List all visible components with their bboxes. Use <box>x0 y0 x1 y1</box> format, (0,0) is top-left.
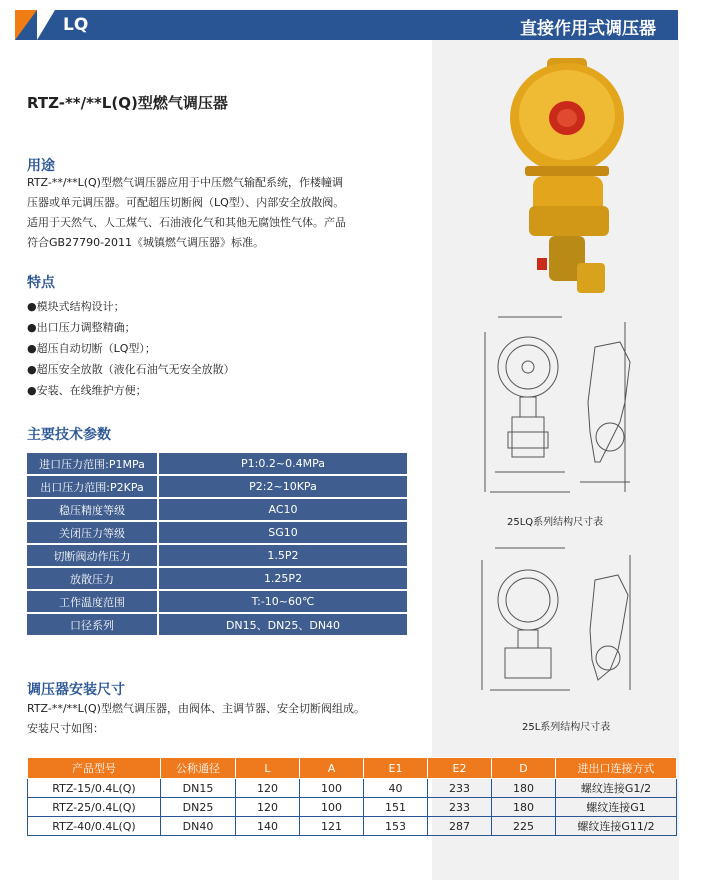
table-row <box>28 798 677 817</box>
features-heading: 特点 <box>27 275 55 291</box>
spec-row <box>27 591 407 612</box>
spec-value: DN15、DN25、DN40 <box>159 614 407 635</box>
install-line: 安装尺寸如图： <box>27 722 104 735</box>
cell-a: 121 <box>300 817 364 836</box>
spec-value: T:-10~60℃ <box>159 591 407 612</box>
spec-row <box>27 522 407 543</box>
table-row <box>28 817 677 836</box>
col-header: 产品型号 <box>28 758 161 779</box>
cell-model: RTZ-15/0.4L(Q) <box>28 779 161 798</box>
spec-value: AC10 <box>159 499 407 520</box>
caption-25l: 25L系列结构尺寸表 <box>522 722 611 733</box>
usage-line: 压器或单元调压器。可配超压切断阀（LQ型）、内部安全放散阀。 <box>27 196 345 209</box>
header-orange-accent <box>15 10 37 40</box>
cell-e1: 153 <box>364 817 428 836</box>
spec-value: 1.25P2 <box>159 568 407 589</box>
regulator-photo <box>505 58 630 303</box>
col-header: E1 <box>364 758 428 779</box>
cell-a: 100 <box>300 798 364 817</box>
spec-row <box>27 476 407 497</box>
cell-l: 120 <box>236 798 300 817</box>
specs-table <box>27 451 407 637</box>
usage-text <box>27 173 417 253</box>
spec-key: 工作温度范围 <box>27 591 159 612</box>
col-header: 公称通径 <box>161 758 236 779</box>
cell-model: RTZ-40/0.4L(Q) <box>28 817 161 836</box>
spec-value: SG10 <box>159 522 407 543</box>
product-title: RTZ-**/**L(Q)型燃气调压器 <box>27 94 228 112</box>
page-header <box>15 10 678 40</box>
cell-e2: 287 <box>428 817 492 836</box>
cell-e1: 151 <box>364 798 428 817</box>
install-line: RTZ-**/**L(Q)型燃气调压器，由阀体、主调节器、安全切断阀组成。 <box>27 702 365 715</box>
spec-key: 稳压精度等级 <box>27 499 159 520</box>
dimension-header-row <box>28 758 677 779</box>
cell-connection: 螺纹连接G1 <box>556 798 677 817</box>
spec-value: 1.5P2 <box>159 545 407 566</box>
spec-row <box>27 499 407 520</box>
spec-row <box>27 614 407 635</box>
install-text <box>27 699 447 739</box>
col-header: L <box>236 758 300 779</box>
install-heading: 调压器安装尺寸 <box>27 682 125 698</box>
spec-key: 切断阀动作压力 <box>27 545 159 566</box>
feature-item: ●出口压力调整精确； <box>27 321 136 334</box>
spec-key: 进口压力范围:P1MPa <box>27 453 159 474</box>
caption-25lq: 25LQ系列结构尺寸表 <box>507 517 604 528</box>
cell-dn: DN15 <box>161 779 236 798</box>
usage-line: 符合GB27790-2011《城镇燃气调压器》标准。 <box>27 236 265 249</box>
col-header: D <box>492 758 556 779</box>
cell-d: 225 <box>492 817 556 836</box>
spec-row <box>27 568 407 589</box>
feature-item: ●模块式结构设计； <box>27 300 125 313</box>
dimension-table <box>27 757 677 836</box>
cell-connection: 螺纹连接G11/2 <box>556 817 677 836</box>
spec-row <box>27 545 407 566</box>
features-list <box>27 296 235 401</box>
cell-a: 100 <box>300 779 364 798</box>
col-header: E2 <box>428 758 492 779</box>
spec-key: 关闭压力等级 <box>27 522 159 543</box>
spec-value: P1:0.2~0.4MPa <box>159 453 407 474</box>
cell-d: 180 <box>492 798 556 817</box>
cell-e1: 40 <box>364 779 428 798</box>
feature-item: ●安装、在线维护方便； <box>27 384 147 397</box>
cell-dn: DN40 <box>161 817 236 836</box>
cell-e2: 233 <box>428 798 492 817</box>
drawing-25l <box>470 540 655 705</box>
specs-heading: 主要技术参数 <box>27 427 111 443</box>
spec-value: P2:2~10KPa <box>159 476 407 497</box>
col-header: A <box>300 758 364 779</box>
spec-key: 口径系列 <box>27 614 159 635</box>
table-row <box>28 779 677 798</box>
feature-item: ●超压安全放散（液化石油气无安全放散） <box>27 363 235 376</box>
spec-key: 出口压力范围:P2KPa <box>27 476 159 497</box>
cell-l: 120 <box>236 779 300 798</box>
usage-line: RTZ-**/**L(Q)型燃气调压器应用于中压燃气输配系统，作楼幢调 <box>27 176 343 189</box>
cell-model: RTZ-25/0.4L(Q) <box>28 798 161 817</box>
usage-heading: 用途 <box>27 158 55 174</box>
cell-e2: 233 <box>428 779 492 798</box>
cell-connection: 螺纹连接G1/2 <box>556 779 677 798</box>
usage-line: 适用于天然气、人工煤气、石油液化气和其他无腐蚀性气体。产品 <box>27 216 346 229</box>
header-title: 直接作用式调压器 <box>520 19 656 39</box>
header-code: LQ <box>63 15 89 35</box>
cell-dn: DN25 <box>161 798 236 817</box>
feature-item: ●超压自动切断（LQ型）； <box>27 342 156 355</box>
spec-key: 放散压力 <box>27 568 159 589</box>
drawing-25lq <box>470 312 655 502</box>
cell-l: 140 <box>236 817 300 836</box>
header-white-accent <box>37 10 55 40</box>
col-header: 进出口连接方式 <box>556 758 677 779</box>
cell-d: 180 <box>492 779 556 798</box>
spec-row <box>27 453 407 474</box>
